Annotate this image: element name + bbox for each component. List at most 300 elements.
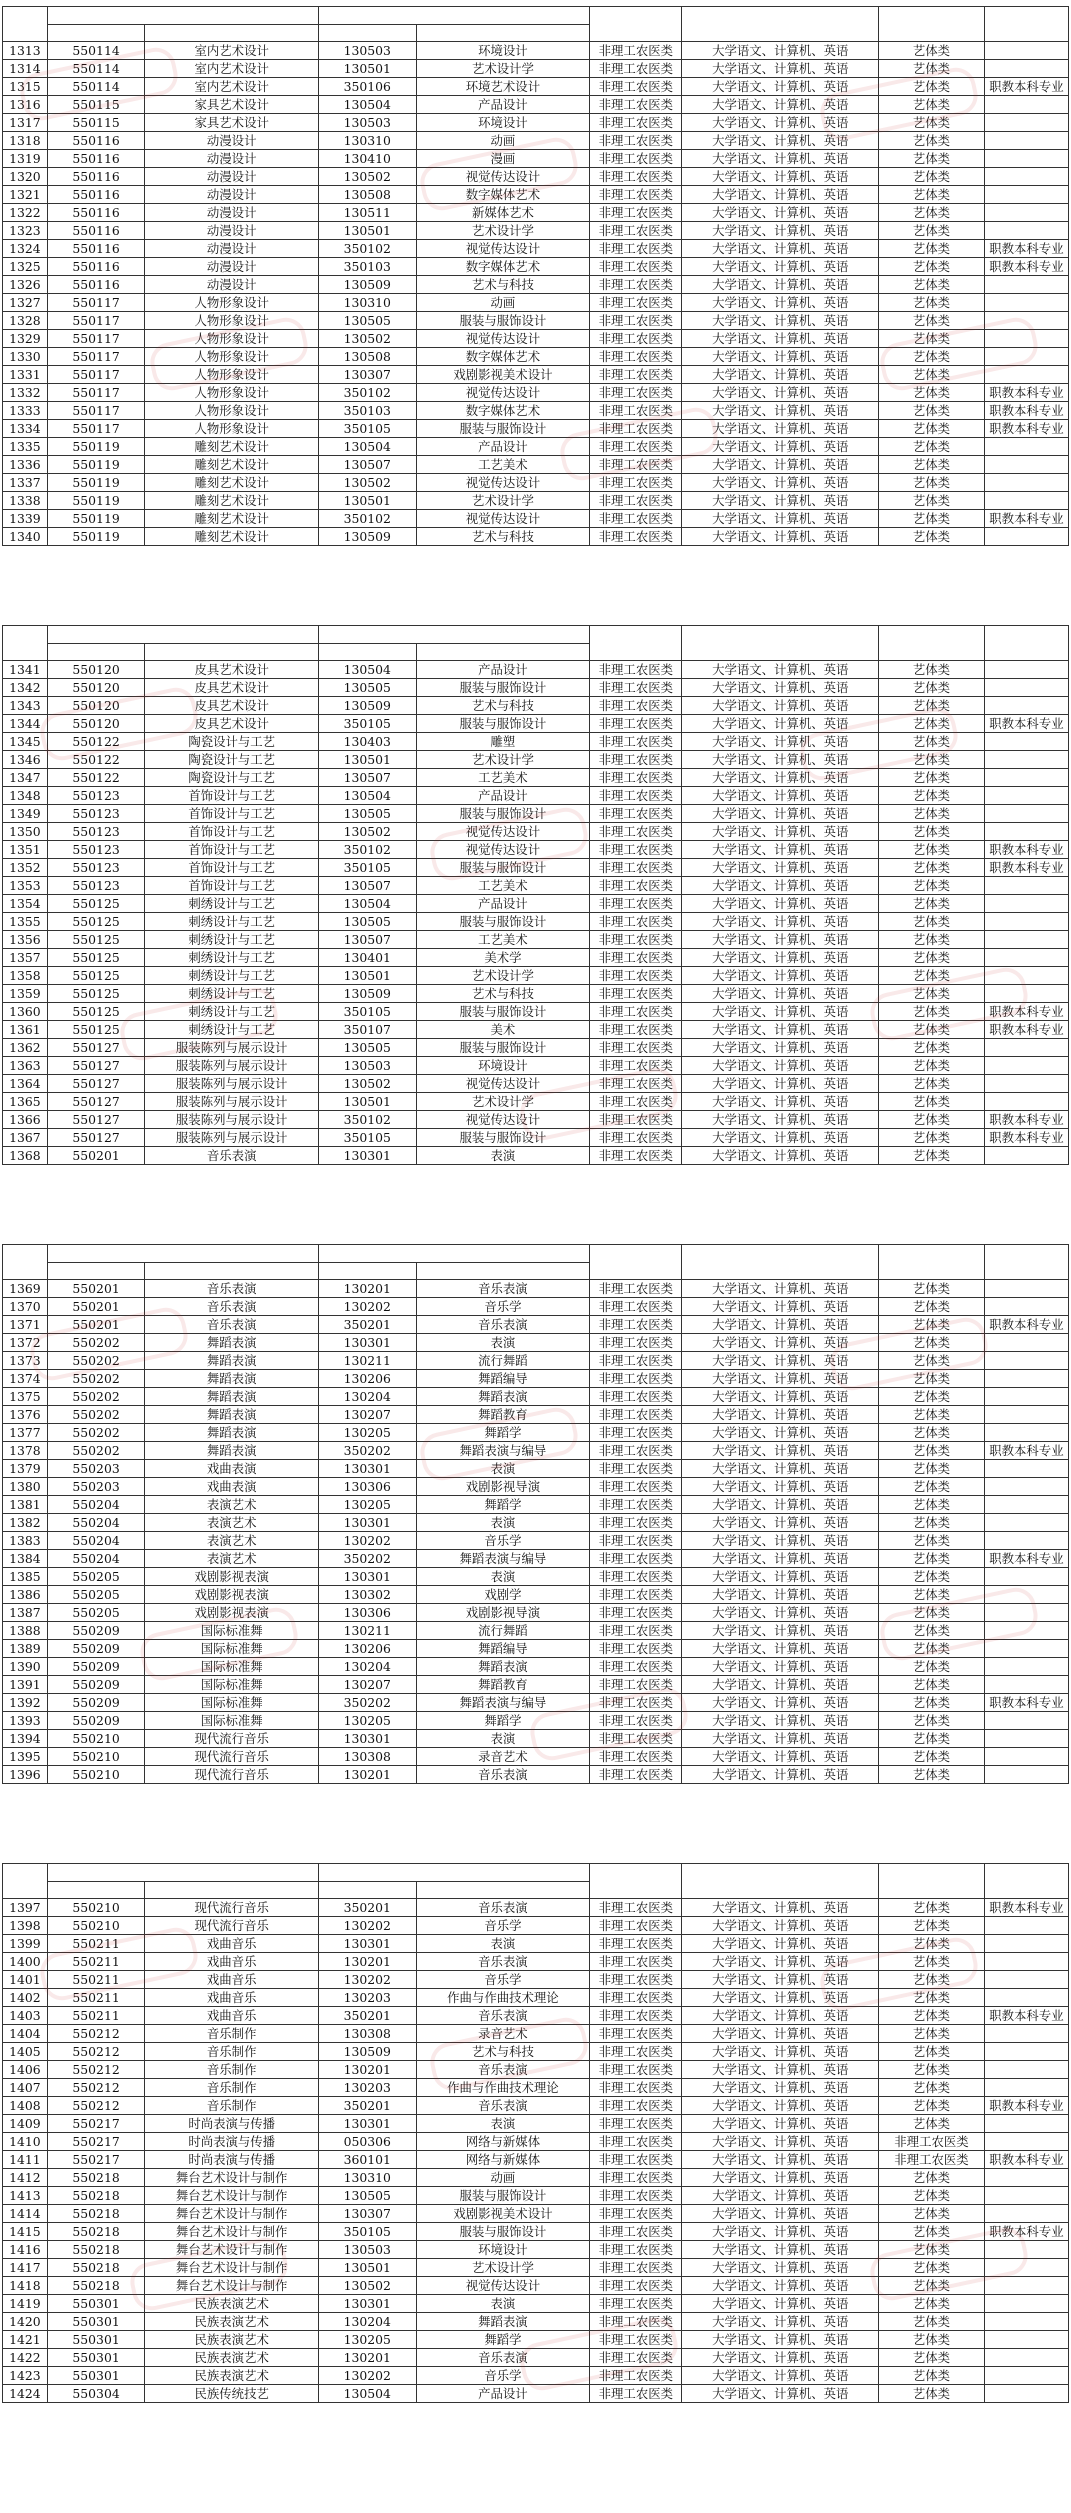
header-zk bbox=[47, 7, 318, 25]
seq-cell: 1372 bbox=[3, 1334, 48, 1352]
zk-code-cell: 550116 bbox=[47, 150, 145, 168]
zk-code-cell: 550119 bbox=[47, 474, 145, 492]
zk-name-cell: 皮具艺术设计 bbox=[145, 679, 319, 697]
exam-type-cell: 非理工农医类 bbox=[590, 2079, 682, 2097]
remark-cell bbox=[984, 2367, 1068, 2385]
table-row bbox=[3, 841, 1069, 859]
bk-name-cell: 舞蹈表演 bbox=[416, 2313, 590, 2331]
table-row bbox=[3, 528, 1069, 546]
seq-cell: 1387 bbox=[3, 1604, 48, 1622]
bk-code-cell: 130508 bbox=[318, 348, 416, 366]
bk-name-cell: 艺术设计学 bbox=[416, 2259, 590, 2277]
remark-cell bbox=[984, 1280, 1068, 1298]
bk-code-cell: 130306 bbox=[318, 1478, 416, 1496]
bk-code-cell: 130502 bbox=[318, 330, 416, 348]
table-row bbox=[3, 2223, 1069, 2241]
table-row bbox=[3, 949, 1069, 967]
zk-code-cell: 550301 bbox=[47, 2349, 145, 2367]
bk-name-cell: 服装与服饰设计 bbox=[416, 1003, 590, 1021]
remark-cell bbox=[984, 967, 1068, 985]
bk-code-cell: 130503 bbox=[318, 114, 416, 132]
header-bk bbox=[318, 626, 589, 644]
exam-subjects-cell: 大学语文、计算机、英语 bbox=[682, 1316, 879, 1334]
zk-code-cell: 550202 bbox=[47, 1334, 145, 1352]
bk-name-cell: 视觉传达设计 bbox=[416, 330, 590, 348]
remark-cell bbox=[984, 348, 1068, 366]
exam-type-cell: 非理工农医类 bbox=[590, 456, 682, 474]
line-type-cell: 艺体类 bbox=[879, 1694, 985, 1712]
zk-code-cell: 550125 bbox=[47, 949, 145, 967]
exam-subjects-cell: 大学语文、计算机、英语 bbox=[682, 715, 879, 733]
zk-name-cell: 现代流行音乐 bbox=[145, 1917, 319, 1935]
seq-cell: 1313 bbox=[3, 42, 48, 60]
remark-cell bbox=[984, 1748, 1068, 1766]
exam-type-cell: 非理工农医类 bbox=[590, 2115, 682, 2133]
exam-subjects-cell: 大学语文、计算机、英语 bbox=[682, 2331, 879, 2349]
line-type-cell: 艺体类 bbox=[879, 510, 985, 528]
table-block bbox=[2, 1863, 1069, 2403]
line-type-cell: 艺体类 bbox=[879, 1021, 985, 1039]
exam-subjects-cell: 大学语文、计算机、英语 bbox=[682, 2007, 879, 2025]
header-bk-name bbox=[416, 1262, 590, 1280]
exam-subjects-cell: 大学语文、计算机、英语 bbox=[682, 1532, 879, 1550]
zk-code-cell: 550210 bbox=[47, 1899, 145, 1917]
table-row bbox=[3, 2079, 1069, 2097]
remark-cell bbox=[984, 1971, 1068, 1989]
seq-cell: 1337 bbox=[3, 474, 48, 492]
seq-cell: 1365 bbox=[3, 1093, 48, 1111]
seq-cell: 1374 bbox=[3, 1370, 48, 1388]
seq-cell: 1344 bbox=[3, 715, 48, 733]
line-type-cell: 艺体类 bbox=[879, 1568, 985, 1586]
exam-subjects-cell: 大学语文、计算机、英语 bbox=[682, 1989, 879, 2007]
remark-cell bbox=[984, 1568, 1068, 1586]
exam-type-cell: 非理工农医类 bbox=[590, 1003, 682, 1021]
zk-code-cell: 550204 bbox=[47, 1532, 145, 1550]
zk-code-cell: 550127 bbox=[47, 1093, 145, 1111]
zk-name-cell: 民族传统技艺 bbox=[145, 2385, 319, 2403]
exam-subjects-cell: 大学语文、计算机、英语 bbox=[682, 456, 879, 474]
zk-name-cell: 戏剧影视表演 bbox=[145, 1586, 319, 1604]
exam-subjects-cell: 大学语文、计算机、英语 bbox=[682, 1021, 879, 1039]
exam-subjects-cell: 大学语文、计算机、英语 bbox=[682, 1550, 879, 1568]
exam-type-cell: 非理工农医类 bbox=[590, 2367, 682, 2385]
zk-name-cell: 皮具艺术设计 bbox=[145, 661, 319, 679]
table-row bbox=[3, 96, 1069, 114]
exam-subjects-cell: 大学语文、计算机、英语 bbox=[682, 2043, 879, 2061]
bk-name-cell: 环境设计 bbox=[416, 2241, 590, 2259]
exam-subjects-cell: 大学语文、计算机、英语 bbox=[682, 150, 879, 168]
remark-cell bbox=[984, 528, 1068, 546]
remark-cell bbox=[984, 2295, 1068, 2313]
exam-subjects-cell: 大学语文、计算机、英语 bbox=[682, 2223, 879, 2241]
zk-code-cell: 550205 bbox=[47, 1568, 145, 1586]
table-row bbox=[3, 1766, 1069, 1784]
line-type-cell: 艺体类 bbox=[879, 2007, 985, 2025]
zk-code-cell: 550122 bbox=[47, 769, 145, 787]
exam-subjects-cell: 大学语文、计算机、英语 bbox=[682, 841, 879, 859]
bk-code-cell: 130301 bbox=[318, 2295, 416, 2313]
remark-cell bbox=[984, 1334, 1068, 1352]
header-zk-name bbox=[145, 24, 319, 42]
bk-code-cell: 350102 bbox=[318, 384, 416, 402]
zk-code-cell: 550123 bbox=[47, 823, 145, 841]
exam-subjects-cell: 大学语文、计算机、英语 bbox=[682, 1039, 879, 1057]
table-row bbox=[3, 715, 1069, 733]
seq-cell: 1416 bbox=[3, 2241, 48, 2259]
table-row bbox=[3, 1935, 1069, 1953]
bk-name-cell: 环境设计 bbox=[416, 114, 590, 132]
zk-code-cell: 550204 bbox=[47, 1514, 145, 1532]
line-type-cell: 艺体类 bbox=[879, 1129, 985, 1147]
table-row bbox=[3, 402, 1069, 420]
exam-type-cell: 非理工农医类 bbox=[590, 877, 682, 895]
zk-code-cell: 550114 bbox=[47, 42, 145, 60]
header-row-top bbox=[3, 626, 1069, 644]
zk-name-cell: 民族表演艺术 bbox=[145, 2331, 319, 2349]
line-type-cell: 艺体类 bbox=[879, 1604, 985, 1622]
exam-type-cell: 非理工农医类 bbox=[590, 769, 682, 787]
zk-code-cell: 550218 bbox=[47, 2259, 145, 2277]
table-row bbox=[3, 168, 1069, 186]
zk-name-cell: 时尚表演与传播 bbox=[145, 2133, 319, 2151]
seq-cell: 1327 bbox=[3, 294, 48, 312]
exam-subjects-cell: 大学语文、计算机、英语 bbox=[682, 1478, 879, 1496]
bk-name-cell: 产品设计 bbox=[416, 787, 590, 805]
seq-cell: 1324 bbox=[3, 240, 48, 258]
bk-code-cell: 130310 bbox=[318, 132, 416, 150]
header-remark bbox=[984, 7, 1068, 42]
zk-name-cell: 雕刻艺术设计 bbox=[145, 474, 319, 492]
remark-cell: 职教本科专业 bbox=[984, 1899, 1068, 1917]
zk-code-cell: 550218 bbox=[47, 2187, 145, 2205]
line-type-cell: 艺体类 bbox=[879, 2295, 985, 2313]
line-type-cell: 艺体类 bbox=[879, 492, 985, 510]
zk-code-cell: 550120 bbox=[47, 679, 145, 697]
zk-code-cell: 550201 bbox=[47, 1147, 145, 1165]
zk-name-cell: 首饰设计与工艺 bbox=[145, 877, 319, 895]
line-type-cell: 艺体类 bbox=[879, 438, 985, 456]
bk-name-cell: 视觉传达设计 bbox=[416, 240, 590, 258]
line-type-cell: 艺体类 bbox=[879, 132, 985, 150]
line-type-cell: 非理工农医类 bbox=[879, 2133, 985, 2151]
bk-name-cell: 舞蹈学 bbox=[416, 1496, 590, 1514]
header-bk-code bbox=[318, 643, 416, 661]
table-row bbox=[3, 384, 1069, 402]
bk-code-cell: 130301 bbox=[318, 1568, 416, 1586]
remark-cell bbox=[984, 1935, 1068, 1953]
bk-code-cell: 360101 bbox=[318, 2151, 416, 2169]
zk-name-cell: 戏曲音乐 bbox=[145, 1989, 319, 2007]
seq-cell: 1415 bbox=[3, 2223, 48, 2241]
zk-code-cell: 550117 bbox=[47, 294, 145, 312]
line-type-cell: 艺体类 bbox=[879, 985, 985, 1003]
bk-code-cell: 130204 bbox=[318, 2313, 416, 2331]
line-type-cell: 艺体类 bbox=[879, 330, 985, 348]
major-table bbox=[2, 6, 1069, 546]
header-bk-code bbox=[318, 1881, 416, 1899]
table-row bbox=[3, 1021, 1069, 1039]
header-remark bbox=[984, 1864, 1068, 1899]
bk-name-cell: 舞蹈表演 bbox=[416, 1388, 590, 1406]
bk-code-cell: 350103 bbox=[318, 402, 416, 420]
zk-code-cell: 550116 bbox=[47, 276, 145, 294]
remark-cell bbox=[984, 366, 1068, 384]
zk-name-cell: 动漫设计 bbox=[145, 186, 319, 204]
exam-subjects-cell: 大学语文、计算机、英语 bbox=[682, 2097, 879, 2115]
bk-name-cell: 表演 bbox=[416, 2115, 590, 2133]
seq-cell: 1375 bbox=[3, 1388, 48, 1406]
seq-cell: 1406 bbox=[3, 2061, 48, 2079]
bk-name-cell: 艺术与科技 bbox=[416, 985, 590, 1003]
seq-cell: 1351 bbox=[3, 841, 48, 859]
table-row bbox=[3, 294, 1069, 312]
zk-code-cell: 550117 bbox=[47, 366, 145, 384]
bk-code-cell: 130301 bbox=[318, 1514, 416, 1532]
zk-code-cell: 550217 bbox=[47, 2133, 145, 2151]
zk-code-cell: 550123 bbox=[47, 787, 145, 805]
exam-subjects-cell: 大学语文、计算机、英语 bbox=[682, 913, 879, 931]
zk-code-cell: 550117 bbox=[47, 420, 145, 438]
zk-name-cell: 首饰设计与工艺 bbox=[145, 859, 319, 877]
line-type-cell: 艺体类 bbox=[879, 1442, 985, 1460]
remark-cell bbox=[984, 787, 1068, 805]
bk-code-cell: 350105 bbox=[318, 715, 416, 733]
remark-cell bbox=[984, 985, 1068, 1003]
zk-code-cell: 550116 bbox=[47, 186, 145, 204]
exam-type-cell: 非理工农医类 bbox=[590, 1604, 682, 1622]
table-row bbox=[3, 913, 1069, 931]
remark-cell bbox=[984, 60, 1068, 78]
table-row bbox=[3, 150, 1069, 168]
exam-type-cell: 非理工农医类 bbox=[590, 931, 682, 949]
seq-cell: 1399 bbox=[3, 1935, 48, 1953]
seq-cell: 1356 bbox=[3, 931, 48, 949]
exam-type-cell: 非理工农医类 bbox=[590, 2169, 682, 2187]
remark-cell: 职教本科专业 bbox=[984, 78, 1068, 96]
seq-cell: 1379 bbox=[3, 1460, 48, 1478]
bk-name-cell: 音乐学 bbox=[416, 1917, 590, 1935]
seq-cell: 1401 bbox=[3, 1971, 48, 1989]
table-row bbox=[3, 1478, 1069, 1496]
exam-type-cell: 非理工农医类 bbox=[590, 1093, 682, 1111]
bk-code-cell: 130504 bbox=[318, 438, 416, 456]
bk-code-cell: 130505 bbox=[318, 679, 416, 697]
bk-name-cell: 舞蹈表演与编导 bbox=[416, 1442, 590, 1460]
line-type-cell: 艺体类 bbox=[879, 1298, 985, 1316]
zk-code-cell: 550201 bbox=[47, 1316, 145, 1334]
line-type-cell: 艺体类 bbox=[879, 859, 985, 877]
zk-name-cell: 音乐表演 bbox=[145, 1280, 319, 1298]
zk-name-cell: 戏剧影视表演 bbox=[145, 1604, 319, 1622]
line-type-cell: 艺体类 bbox=[879, 949, 985, 967]
bk-name-cell: 艺术与科技 bbox=[416, 528, 590, 546]
zk-code-cell: 550202 bbox=[47, 1388, 145, 1406]
header-seq bbox=[3, 1245, 48, 1280]
table-row bbox=[3, 2187, 1069, 2205]
line-type-cell: 艺体类 bbox=[879, 2331, 985, 2349]
line-type-cell: 艺体类 bbox=[879, 1953, 985, 1971]
zk-name-cell: 戏曲表演 bbox=[145, 1460, 319, 1478]
bk-name-cell: 艺术与科技 bbox=[416, 697, 590, 715]
bk-code-cell: 350102 bbox=[318, 1111, 416, 1129]
remark-cell bbox=[984, 1075, 1068, 1093]
bk-name-cell: 产品设计 bbox=[416, 895, 590, 913]
exam-type-cell: 非理工农医类 bbox=[590, 1748, 682, 1766]
zk-code-cell: 550201 bbox=[47, 1298, 145, 1316]
seq-cell: 1354 bbox=[3, 895, 48, 913]
line-type-cell: 艺体类 bbox=[879, 2169, 985, 2187]
remark-cell bbox=[984, 697, 1068, 715]
exam-subjects-cell: 大学语文、计算机、英语 bbox=[682, 1111, 879, 1129]
zk-code-cell: 550123 bbox=[47, 877, 145, 895]
line-type-cell: 艺体类 bbox=[879, 661, 985, 679]
zk-name-cell: 人物形象设计 bbox=[145, 312, 319, 330]
bk-name-cell: 视觉传达设计 bbox=[416, 1075, 590, 1093]
line-type-cell: 艺体类 bbox=[879, 787, 985, 805]
table-row bbox=[3, 697, 1069, 715]
table-row bbox=[3, 1280, 1069, 1298]
bk-name-cell: 音乐学 bbox=[416, 1971, 590, 1989]
bk-name-cell: 音乐表演 bbox=[416, 2061, 590, 2079]
exam-type-cell: 非理工农医类 bbox=[590, 2043, 682, 2061]
zk-name-cell: 音乐制作 bbox=[145, 2079, 319, 2097]
table-row bbox=[3, 1622, 1069, 1640]
zk-name-cell: 皮具艺术设计 bbox=[145, 715, 319, 733]
seq-cell: 1362 bbox=[3, 1039, 48, 1057]
zk-code-cell: 550301 bbox=[47, 2331, 145, 2349]
table-row bbox=[3, 1003, 1069, 1021]
exam-type-cell: 非理工农医类 bbox=[590, 2187, 682, 2205]
remark-cell bbox=[984, 96, 1068, 114]
remark-cell bbox=[984, 913, 1068, 931]
zk-code-cell: 550115 bbox=[47, 114, 145, 132]
seq-cell: 1370 bbox=[3, 1298, 48, 1316]
bk-code-cell: 130502 bbox=[318, 168, 416, 186]
seq-cell: 1320 bbox=[3, 168, 48, 186]
bk-name-cell: 漫画 bbox=[416, 150, 590, 168]
zk-code-cell: 550115 bbox=[47, 96, 145, 114]
exam-subjects-cell: 大学语文、计算机、英语 bbox=[682, 2241, 879, 2259]
zk-name-cell: 刺绣设计与工艺 bbox=[145, 895, 319, 913]
zk-code-cell: 550119 bbox=[47, 528, 145, 546]
header-exam-subjects bbox=[682, 1864, 879, 1899]
zk-name-cell: 刺绣设计与工艺 bbox=[145, 967, 319, 985]
zk-name-cell: 服装陈列与展示设计 bbox=[145, 1129, 319, 1147]
exam-subjects-cell: 大学语文、计算机、英语 bbox=[682, 1334, 879, 1352]
exam-type-cell: 非理工农医类 bbox=[590, 60, 682, 78]
line-type-cell: 艺体类 bbox=[879, 1057, 985, 1075]
bk-code-cell: 130501 bbox=[318, 222, 416, 240]
exam-type-cell: 非理工农医类 bbox=[590, 2349, 682, 2367]
zk-name-cell: 雕刻艺术设计 bbox=[145, 456, 319, 474]
bk-code-cell: 130509 bbox=[318, 528, 416, 546]
seq-cell: 1377 bbox=[3, 1424, 48, 1442]
bk-code-cell: 130509 bbox=[318, 276, 416, 294]
table-row bbox=[3, 492, 1069, 510]
zk-code-cell: 550301 bbox=[47, 2313, 145, 2331]
line-type-cell: 艺体类 bbox=[879, 1622, 985, 1640]
zk-code-cell: 550127 bbox=[47, 1039, 145, 1057]
exam-type-cell: 非理工农医类 bbox=[590, 1298, 682, 1316]
line-type-cell: 艺体类 bbox=[879, 456, 985, 474]
line-type-cell: 艺体类 bbox=[879, 204, 985, 222]
zk-code-cell: 550212 bbox=[47, 2061, 145, 2079]
bk-name-cell: 环境设计 bbox=[416, 1057, 590, 1075]
table-row bbox=[3, 132, 1069, 150]
bk-code-cell: 130505 bbox=[318, 1039, 416, 1057]
line-type-cell: 艺体类 bbox=[879, 276, 985, 294]
zk-code-cell: 550201 bbox=[47, 1280, 145, 1298]
table-row bbox=[3, 1406, 1069, 1424]
zk-code-cell: 550123 bbox=[47, 841, 145, 859]
seq-cell: 1382 bbox=[3, 1514, 48, 1532]
zk-name-cell: 音乐表演 bbox=[145, 1147, 319, 1165]
zk-code-cell: 550127 bbox=[47, 1057, 145, 1075]
remark-cell: 职教本科专业 bbox=[984, 1694, 1068, 1712]
table-row bbox=[3, 1694, 1069, 1712]
bk-code-cell: 350106 bbox=[318, 78, 416, 96]
bk-name-cell: 服装与服饰设计 bbox=[416, 312, 590, 330]
zk-code-cell: 550209 bbox=[47, 1658, 145, 1676]
zk-name-cell: 刺绣设计与工艺 bbox=[145, 913, 319, 931]
table-row bbox=[3, 114, 1069, 132]
zk-name-cell: 国际标准舞 bbox=[145, 1658, 319, 1676]
seq-cell: 1393 bbox=[3, 1712, 48, 1730]
zk-name-cell: 戏剧影视表演 bbox=[145, 1568, 319, 1586]
header-zk-name bbox=[145, 643, 319, 661]
bk-name-cell: 表演 bbox=[416, 1147, 590, 1165]
table-row bbox=[3, 1496, 1069, 1514]
header-bk bbox=[318, 7, 589, 25]
remark-cell bbox=[984, 1496, 1068, 1514]
zk-code-cell: 550120 bbox=[47, 661, 145, 679]
zk-name-cell: 音乐表演 bbox=[145, 1316, 319, 1334]
zk-code-cell: 550125 bbox=[47, 985, 145, 1003]
remark-cell: 职教本科专业 bbox=[984, 240, 1068, 258]
header-bk bbox=[318, 1245, 589, 1263]
remark-cell bbox=[984, 679, 1068, 697]
bk-name-cell: 服装与服饰设计 bbox=[416, 1129, 590, 1147]
zk-code-cell: 550202 bbox=[47, 1406, 145, 1424]
bk-name-cell: 视觉传达设计 bbox=[416, 510, 590, 528]
header-exam-type bbox=[590, 1245, 682, 1280]
line-type-cell: 艺体类 bbox=[879, 2385, 985, 2403]
zk-name-cell: 首饰设计与工艺 bbox=[145, 841, 319, 859]
bk-code-cell: 130204 bbox=[318, 1658, 416, 1676]
bk-name-cell: 网络与新媒体 bbox=[416, 2133, 590, 2151]
header-zk bbox=[47, 1864, 318, 1882]
bk-name-cell: 数字媒体艺术 bbox=[416, 348, 590, 366]
bk-name-cell: 动画 bbox=[416, 2169, 590, 2187]
seq-cell: 1412 bbox=[3, 2169, 48, 2187]
exam-type-cell: 非理工农医类 bbox=[590, 787, 682, 805]
line-type-cell: 艺体类 bbox=[879, 2241, 985, 2259]
table-row bbox=[3, 2385, 1069, 2403]
seq-cell: 1343 bbox=[3, 697, 48, 715]
exam-subjects-cell: 大学语文、计算机、英语 bbox=[682, 132, 879, 150]
line-type-cell: 艺体类 bbox=[879, 769, 985, 787]
zk-code-cell: 550202 bbox=[47, 1352, 145, 1370]
exam-subjects-cell: 大学语文、计算机、英语 bbox=[682, 949, 879, 967]
remark-cell bbox=[984, 2061, 1068, 2079]
exam-subjects-cell: 大学语文、计算机、英语 bbox=[682, 294, 879, 312]
exam-type-cell: 非理工农医类 bbox=[590, 240, 682, 258]
table-row bbox=[3, 877, 1069, 895]
remark-cell: 职教本科专业 bbox=[984, 2097, 1068, 2115]
bk-code-cell: 130509 bbox=[318, 985, 416, 1003]
exam-type-cell: 非理工农医类 bbox=[590, 150, 682, 168]
